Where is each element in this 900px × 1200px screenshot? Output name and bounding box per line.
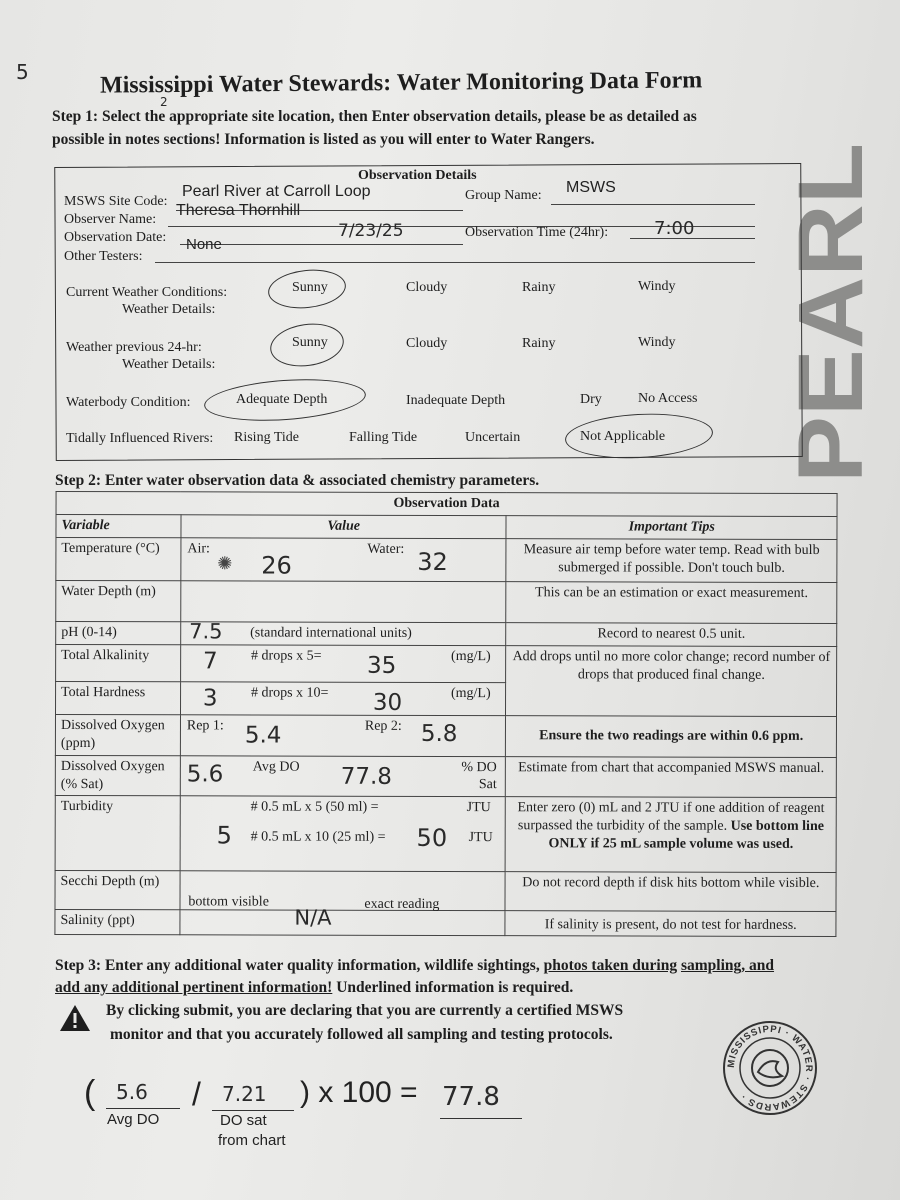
observation-time-label: Observation Time (24hr): [465, 225, 609, 240]
do-ppm-tip: Ensure the two readings are within 0.6 ppm. [506, 715, 837, 757]
avg-do-label: Avg DO [252, 759, 300, 775]
calc-do-sat-label2: from chart [218, 1132, 286, 1149]
observation-details-heading: Observation Details [358, 168, 477, 183]
calc-do-sat-field[interactable]: 7.21 [222, 1082, 267, 1106]
table-row [56, 537, 837, 582]
other-testers-label: Other Testers: [64, 249, 143, 264]
waterbody-option-adequate-depth[interactable]: Adequate Depth [236, 392, 328, 407]
weather-previous-option-cloudy[interactable]: Cloudy [406, 336, 448, 351]
turbidity-line2: # 0.5 mL x 10 (25 ml) = [250, 829, 386, 846]
tidal-option-rising-tide[interactable]: Rising Tide [234, 430, 299, 445]
water-depth-field[interactable] [181, 581, 507, 623]
turbidity-tip [506, 797, 837, 873]
secchi-variable: Secchi Depth (m) [55, 871, 180, 910]
page-mark-small: 2 [160, 95, 168, 109]
salinity-tip: If salinity is present, do not test for hardness. [505, 911, 836, 937]
rep1-field[interactable]: 5.4 [244, 722, 282, 749]
ph-field[interactable]: 7.5 [189, 619, 223, 644]
do-sat-variable: Dissolved Oxygen (% Sat) [55, 755, 180, 796]
observation-data-table [54, 491, 837, 937]
secchi-bottom-visible[interactable]: bottom visible [188, 894, 269, 910]
column-header-variable: Variable [56, 514, 181, 537]
group-name-label: Group Name: [465, 188, 542, 203]
do-sat-field[interactable]: 77.8 [340, 763, 392, 790]
observer-name-field[interactable]: Theresa Thornhill [176, 202, 301, 219]
temperature-variable: Temperature (°C) [56, 537, 181, 580]
turbidity-tip-bold: Use bottom line ONLY if 25 mL sample volume was used. [548, 819, 824, 853]
waterbody-condition-label: Waterbody Condition: [66, 395, 191, 410]
svg-text:MISSISSIPPI · WATER · STEWARDS [726, 1024, 814, 1112]
do-sat-value-cell[interactable] [180, 755, 506, 797]
table-row [56, 580, 837, 623]
waterbody-option-no-access[interactable]: No Access [638, 391, 698, 406]
weather-previous-details-label: Weather Details: [122, 357, 216, 372]
ph-variable: pH (0-14) [56, 621, 181, 644]
observation-time-field[interactable]: 7:00 [654, 218, 695, 239]
turbidity-tip-text: Enter zero (0) mL and 2 JTU if one addition of reagent surpassed the turbidity of the sample. [517, 800, 825, 835]
turbidity-line1: # 0.5 mL x 5 (50 ml) = [250, 799, 379, 816]
step1-line1: Step 1: Select the appropriate site location, then Enter observation details, please be as detailed as [52, 108, 697, 125]
seal-text: MISSISSIPPI · WATER · STEWARDS · [725, 1023, 815, 1113]
weather-previous-option-sunny[interactable]: Sunny [292, 335, 328, 350]
calc-close: ) x 100 = [300, 1076, 418, 1109]
calc-open-paren: ( [84, 1074, 96, 1112]
temperature-value-cell[interactable] [181, 538, 507, 582]
column-header-value: Value [181, 515, 507, 539]
ph-value-cell[interactable] [181, 619, 507, 646]
alkalinity-tip: Add drops until no more color change; record number of drops that produced final change. [506, 645, 837, 716]
turbidity-value-cell[interactable] [180, 796, 506, 872]
water-label: Water: [367, 541, 405, 557]
tidal-option-not-applicable[interactable]: Not Applicable [580, 429, 666, 444]
warning-icon [58, 1003, 92, 1033]
salinity-field[interactable]: N/A [294, 906, 332, 931]
tidal-rivers-label: Tidally Influenced Rivers: [66, 431, 214, 446]
table-row [55, 796, 836, 873]
current-weather-option-windy[interactable]: Windy [638, 279, 676, 294]
step3-text2: Underlined information is required. [332, 979, 574, 997]
table-row [55, 871, 836, 912]
tidal-option-falling-tide[interactable]: Falling Tide [349, 430, 418, 445]
observation-date-field[interactable]: 7/23/25 [338, 221, 404, 241]
pearl-watermark-text: PEARL [780, 171, 882, 483]
calc-result-field[interactable]: 77.8 [442, 1082, 500, 1112]
calc-do-sat-label1: DO sat [220, 1112, 267, 1129]
weather-previous-option-rainy[interactable]: Rainy [522, 336, 556, 351]
declaration-line1: By clicking submit, you are declaring that you are currently a certified MSWS [106, 1002, 624, 1019]
waterbody-option-dry[interactable]: Dry [580, 392, 602, 407]
salinity-variable: Salinity (ppt) [55, 910, 180, 935]
step2-heading: Step 2: Enter water observation data & associated chemistry parameters. [55, 472, 540, 489]
site-code-field[interactable]: Pearl River at Carroll Loop [182, 183, 371, 200]
group-name-field[interactable]: MSWS [566, 179, 616, 196]
column-header-tips: Important Tips [506, 516, 837, 540]
observer-name-label: Observer Name: [64, 212, 157, 227]
table-row [56, 621, 837, 646]
turbidity-unit2: JTU [468, 830, 493, 846]
turbidity-drops-field[interactable]: 5 [216, 821, 232, 850]
tidal-option-uncertain[interactable]: Uncertain [465, 430, 521, 445]
current-weather-option-sunny[interactable]: Sunny [292, 280, 328, 295]
step3-underlined2: sampling, and add any additional pertinent information! [55, 957, 775, 997]
calc-avg-do-label: Avg DO [107, 1111, 160, 1128]
air-temperature-field[interactable]: 26 [261, 551, 292, 580]
observation-date-label: Observation Date: [64, 230, 167, 245]
msws-seal-logo [722, 1020, 818, 1116]
weather-previous-label: Weather previous 24-hr: [66, 340, 202, 355]
turbidity-variable: Turbidity [55, 796, 180, 871]
table-row [56, 491, 837, 516]
hardness-unit: (mg/L) [450, 685, 491, 701]
table-row [56, 644, 837, 683]
current-weather-details-label: Weather Details: [122, 302, 216, 317]
step1-line2: possible in notes sections! Information is listed as you will enter to Water Rangers. [52, 131, 595, 148]
scribble-mark: ✺ [217, 553, 233, 575]
hardness-value-cell[interactable] [180, 682, 506, 716]
hardness-variable: Total Hardness [55, 681, 180, 714]
temperature-tip: Measure air temp before water temp. Read with bulb submerged if possible. Don't touch bulb. [506, 538, 837, 582]
ph-tip: Record to nearest 0.5 unit. [506, 622, 837, 646]
water-depth-tip: This can be an estimation or exact measurement. [506, 581, 837, 623]
page-mark: 5 [16, 60, 29, 84]
table-row [55, 755, 836, 798]
hardness-result-field[interactable]: 30 [372, 689, 403, 716]
alkalinity-result-field[interactable]: 35 [366, 652, 397, 679]
secchi-exact-reading[interactable]: exact reading [364, 897, 440, 913]
alkalinity-unit: (mg/L) [451, 648, 491, 664]
hardness-drops-field[interactable]: 3 [202, 685, 218, 712]
do-ppm-value-cell[interactable] [180, 715, 506, 757]
other-testers-field[interactable]: None [186, 236, 222, 253]
alkalinity-drops-field[interactable]: 7 [203, 648, 218, 675]
rep2-field[interactable]: 5.8 [420, 720, 458, 747]
secchi-value-cell[interactable] [180, 871, 506, 911]
hardness-formula: # drops x 10= [250, 685, 329, 701]
table-row [55, 910, 836, 937]
air-label: Air: [187, 541, 210, 557]
do-sat-unit: % DO Sat [461, 759, 497, 793]
current-weather-option-cloudy[interactable]: Cloudy [406, 280, 448, 295]
pearl-watermark [780, 138, 882, 488]
ph-unit: (standard international units) [250, 625, 412, 641]
step3-underlined1: photos taken during [543, 957, 678, 974]
waterbody-option-inadequate-depth[interactable]: Inadequate Depth [406, 393, 506, 408]
avg-do-field[interactable]: 5.6 [186, 760, 224, 788]
table-heading: Observation Data [56, 491, 837, 516]
salinity-value-cell[interactable] [180, 906, 506, 936]
turbidity-unit1: JTU [466, 800, 491, 816]
alkalinity-value-cell[interactable] [180, 645, 506, 683]
turbidity-result-field[interactable]: 50 [416, 824, 448, 853]
table-row [56, 514, 837, 539]
current-weather-label: Current Weather Conditions: [66, 285, 228, 300]
do-ppm-variable: Dissolved Oxygen (ppm) [55, 714, 180, 755]
declaration-line2: monitor and that you accurately followed all sampling and testing protocols. [110, 1026, 613, 1043]
step3-instructions [55, 955, 790, 1000]
step3-text1: Step 3: Enter any additional water quality information, wildlife sightings, [55, 957, 544, 974]
site-code-label: MSWS Site Code: [64, 194, 168, 209]
form-title: Mississippi Water Stewards: Water Monitoring Data Form [99, 67, 703, 99]
calc-avg-do-field[interactable]: 5.6 [116, 1080, 148, 1104]
current-weather-option-rainy[interactable]: Rainy [522, 280, 556, 295]
do-sat-tip: Estimate from chart that accompanied MSWS manual. [506, 756, 837, 798]
calc-slash: / [192, 1076, 201, 1112]
alkalinity-variable: Total Alkalinity [56, 644, 181, 681]
rep1-label: Rep 1: [186, 718, 224, 734]
table-row [55, 714, 836, 757]
rep2-label: Rep 2: [364, 718, 402, 734]
alkalinity-formula: # drops x 5= [251, 648, 322, 664]
secchi-tip: Do not record depth if disk hits bottom while visible. [505, 872, 836, 912]
water-temperature-field[interactable]: 32 [417, 547, 448, 576]
water-depth-variable: Water Depth (m) [56, 580, 181, 621]
weather-previous-option-windy[interactable]: Windy [638, 335, 676, 350]
